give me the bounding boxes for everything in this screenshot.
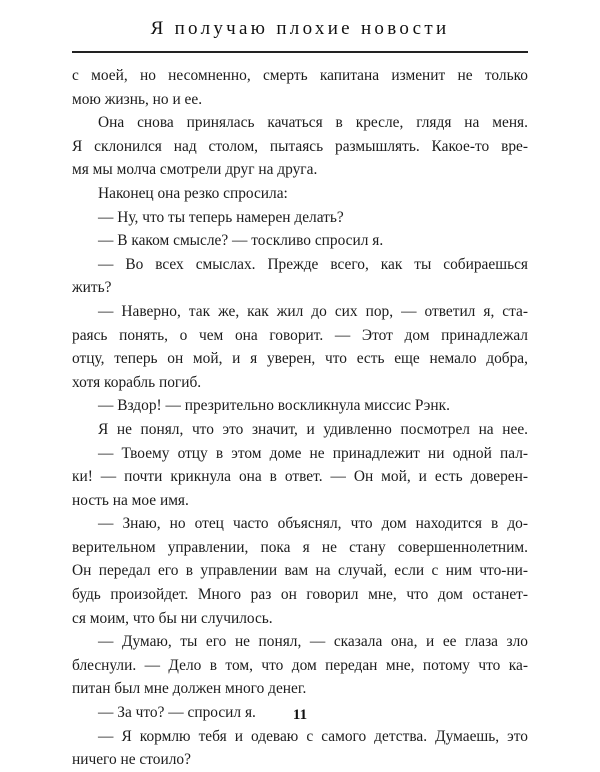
text-line: — Наверно, так же, как жил до сих пор, — ответил я, ста-: [98, 302, 528, 320]
text-line: — Я кормлю тебя и одеваю с самого детства. Думаешь, это: [98, 727, 528, 745]
text-line: блеснули. — Дело в том, что дом передан мне, потому что ка-: [72, 656, 528, 674]
text-line: ничего не стоило?: [72, 751, 191, 769]
text-line: ся моим, что бы ни случилось.: [72, 609, 273, 627]
text-line: — Думаю, ты его не понял, — сказала она, и ее глаза зло: [98, 633, 528, 651]
text-line: ность на мое имя.: [72, 491, 189, 509]
text-line: — В каком смысле? — тоскливо спросил я.: [98, 232, 384, 250]
text-line: — За что? — спросил я.: [98, 704, 256, 722]
text-line: верительном управлении, пока я не стану совершеннолетним.: [72, 538, 528, 556]
text-line: мою жизнь, но и ее.: [72, 90, 203, 108]
text-line: ки! — почти крикнула она в ответ. — Он мой, и есть доверен-: [72, 468, 528, 486]
text-line: будь произойдет. Много раз он говорил мне, что дом останет-: [72, 586, 528, 604]
text-line: Наконец она резко спросила:: [98, 184, 288, 202]
text-line: Я склонился над столом, пытаясь размышлять. Какое-то вре-: [72, 137, 528, 155]
text-line: — Ну, что ты теперь намерен делать?: [98, 208, 344, 226]
text-line: — Во всех смыслах. Прежде всего, как ты собираешься: [98, 255, 528, 273]
text-line: жить?: [72, 279, 112, 297]
text-line: — Вздор! — презрительно воскликнула миссис Рэнк.: [98, 397, 450, 415]
text-line: хотя корабль погиб.: [72, 373, 202, 391]
text-line: раясь понять, о чем она говорит. — Этот дом принадлежал: [72, 326, 528, 344]
text-line: — Твоему отцу в этом доме не принадлежит ни одной пал-: [98, 444, 528, 462]
body-text: [72, 64, 528, 772]
text-line: с моей, но несомненно, смерть капитана изменит не только: [72, 67, 528, 84]
text-line: — Знаю, но отец часто объяснял, что дом находится в до-: [98, 515, 528, 533]
page-number: 11: [292, 707, 308, 723]
text-line: Он передал его в управлении вам на случай, если с ним что-ни-: [72, 562, 528, 580]
text-line: отцу, теперь он мой, и я уверен, что есть еще немало добра,: [72, 350, 528, 368]
running-header: Я получаю плохие новости: [150, 18, 450, 39]
text-line: Я не понял, что это значит, и удивленно посмотрел на нее.: [98, 420, 528, 438]
text-line: Она снова принялась качаться в кресле, глядя на меня.: [98, 114, 528, 132]
header-rule: [72, 51, 528, 53]
text-line: мя мы молча смотрели друг на друга.: [72, 161, 318, 179]
text-line: питан был мне должен много денег.: [72, 680, 307, 698]
